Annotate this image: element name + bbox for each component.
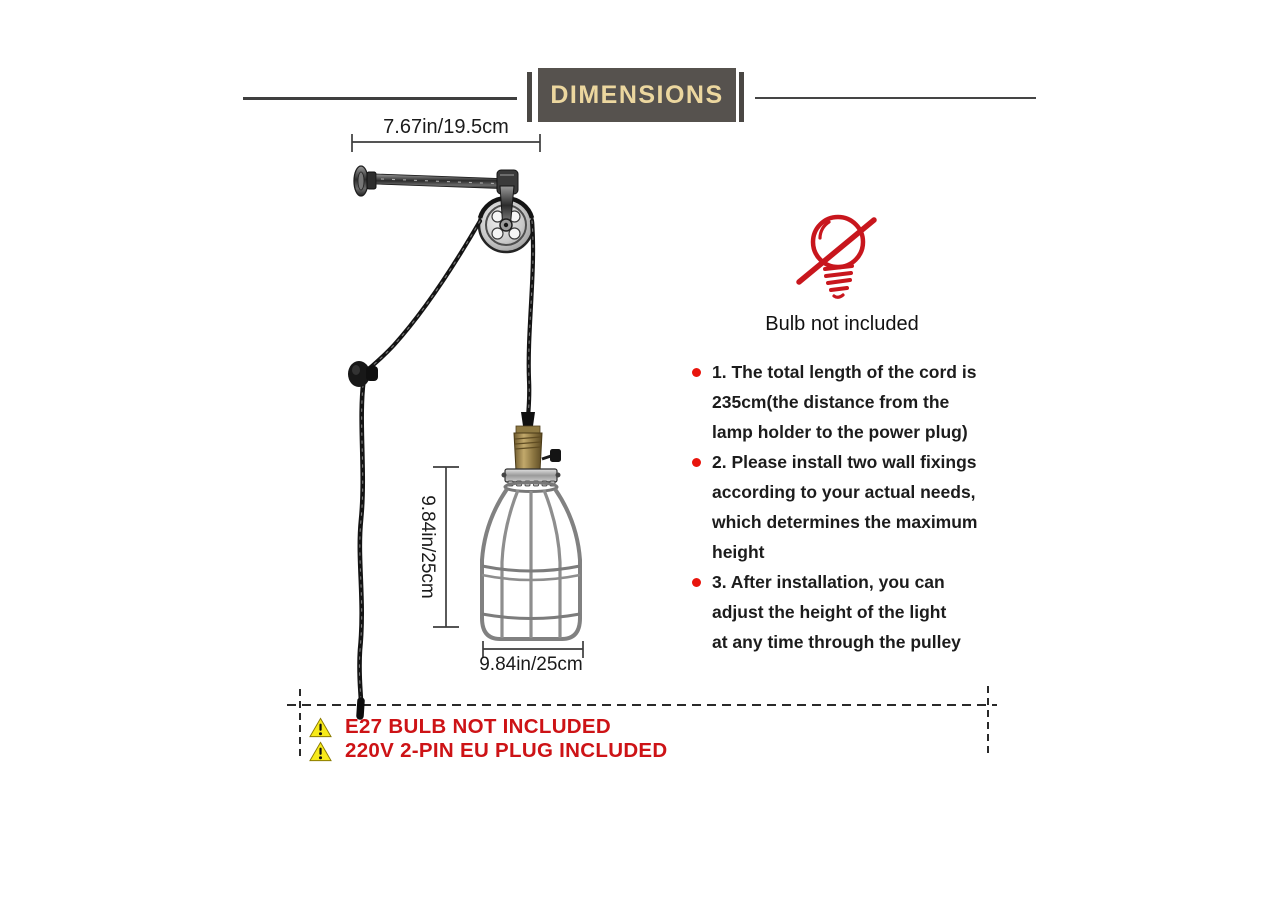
warning-text: 220V 2-PIN EU PLUG INCLUDED: [345, 739, 668, 762]
bullet-dot: [692, 578, 701, 587]
note-line: according to your actual needs,: [712, 482, 976, 502]
warning-text: E27 BULB NOT INCLUDED: [345, 715, 611, 738]
no-bulb-icon: [799, 217, 874, 297]
note-line: height: [712, 542, 765, 562]
cage-width-label: 9.84in/25cm: [479, 654, 583, 675]
pulley: [479, 186, 533, 252]
warning-row: [309, 714, 611, 740]
note-item: [690, 357, 1010, 447]
note-line: 3. After installation, you can: [712, 572, 945, 592]
dimensions-title: DIMENSIONS: [550, 80, 724, 109]
warning-triangle-icon: [309, 741, 332, 762]
lamp-socket: [502, 412, 562, 486]
note-line: 235cm(the distance from the: [712, 392, 950, 412]
note-line: at any time through the pulley: [712, 632, 961, 652]
lamp-cage: [482, 483, 580, 640]
note-line: adjust the height of the light: [712, 602, 947, 622]
installation-notes: [690, 357, 1010, 657]
arm-length-label: 7.67in/19.5cm: [383, 116, 509, 138]
note-line: lamp holder to the power plug): [712, 422, 968, 442]
bullet-dot: [692, 458, 701, 467]
wall-arm: [376, 170, 518, 194]
wall-flange: [354, 166, 376, 196]
note-line: 1. The total length of the cord is: [712, 362, 977, 382]
cage-height-label: 9.84in/25cm: [417, 495, 438, 599]
note-item: [690, 567, 1010, 657]
bulb-not-included-label: Bulb not included: [765, 313, 919, 335]
note-item: [690, 447, 1010, 567]
note-line: 2. Please install two wall fixings: [712, 452, 977, 472]
bullet-dot: [692, 368, 701, 377]
warning-row: [309, 738, 668, 764]
warning-triangle-icon: [309, 717, 332, 738]
note-line: which determines the maximum: [712, 512, 978, 532]
